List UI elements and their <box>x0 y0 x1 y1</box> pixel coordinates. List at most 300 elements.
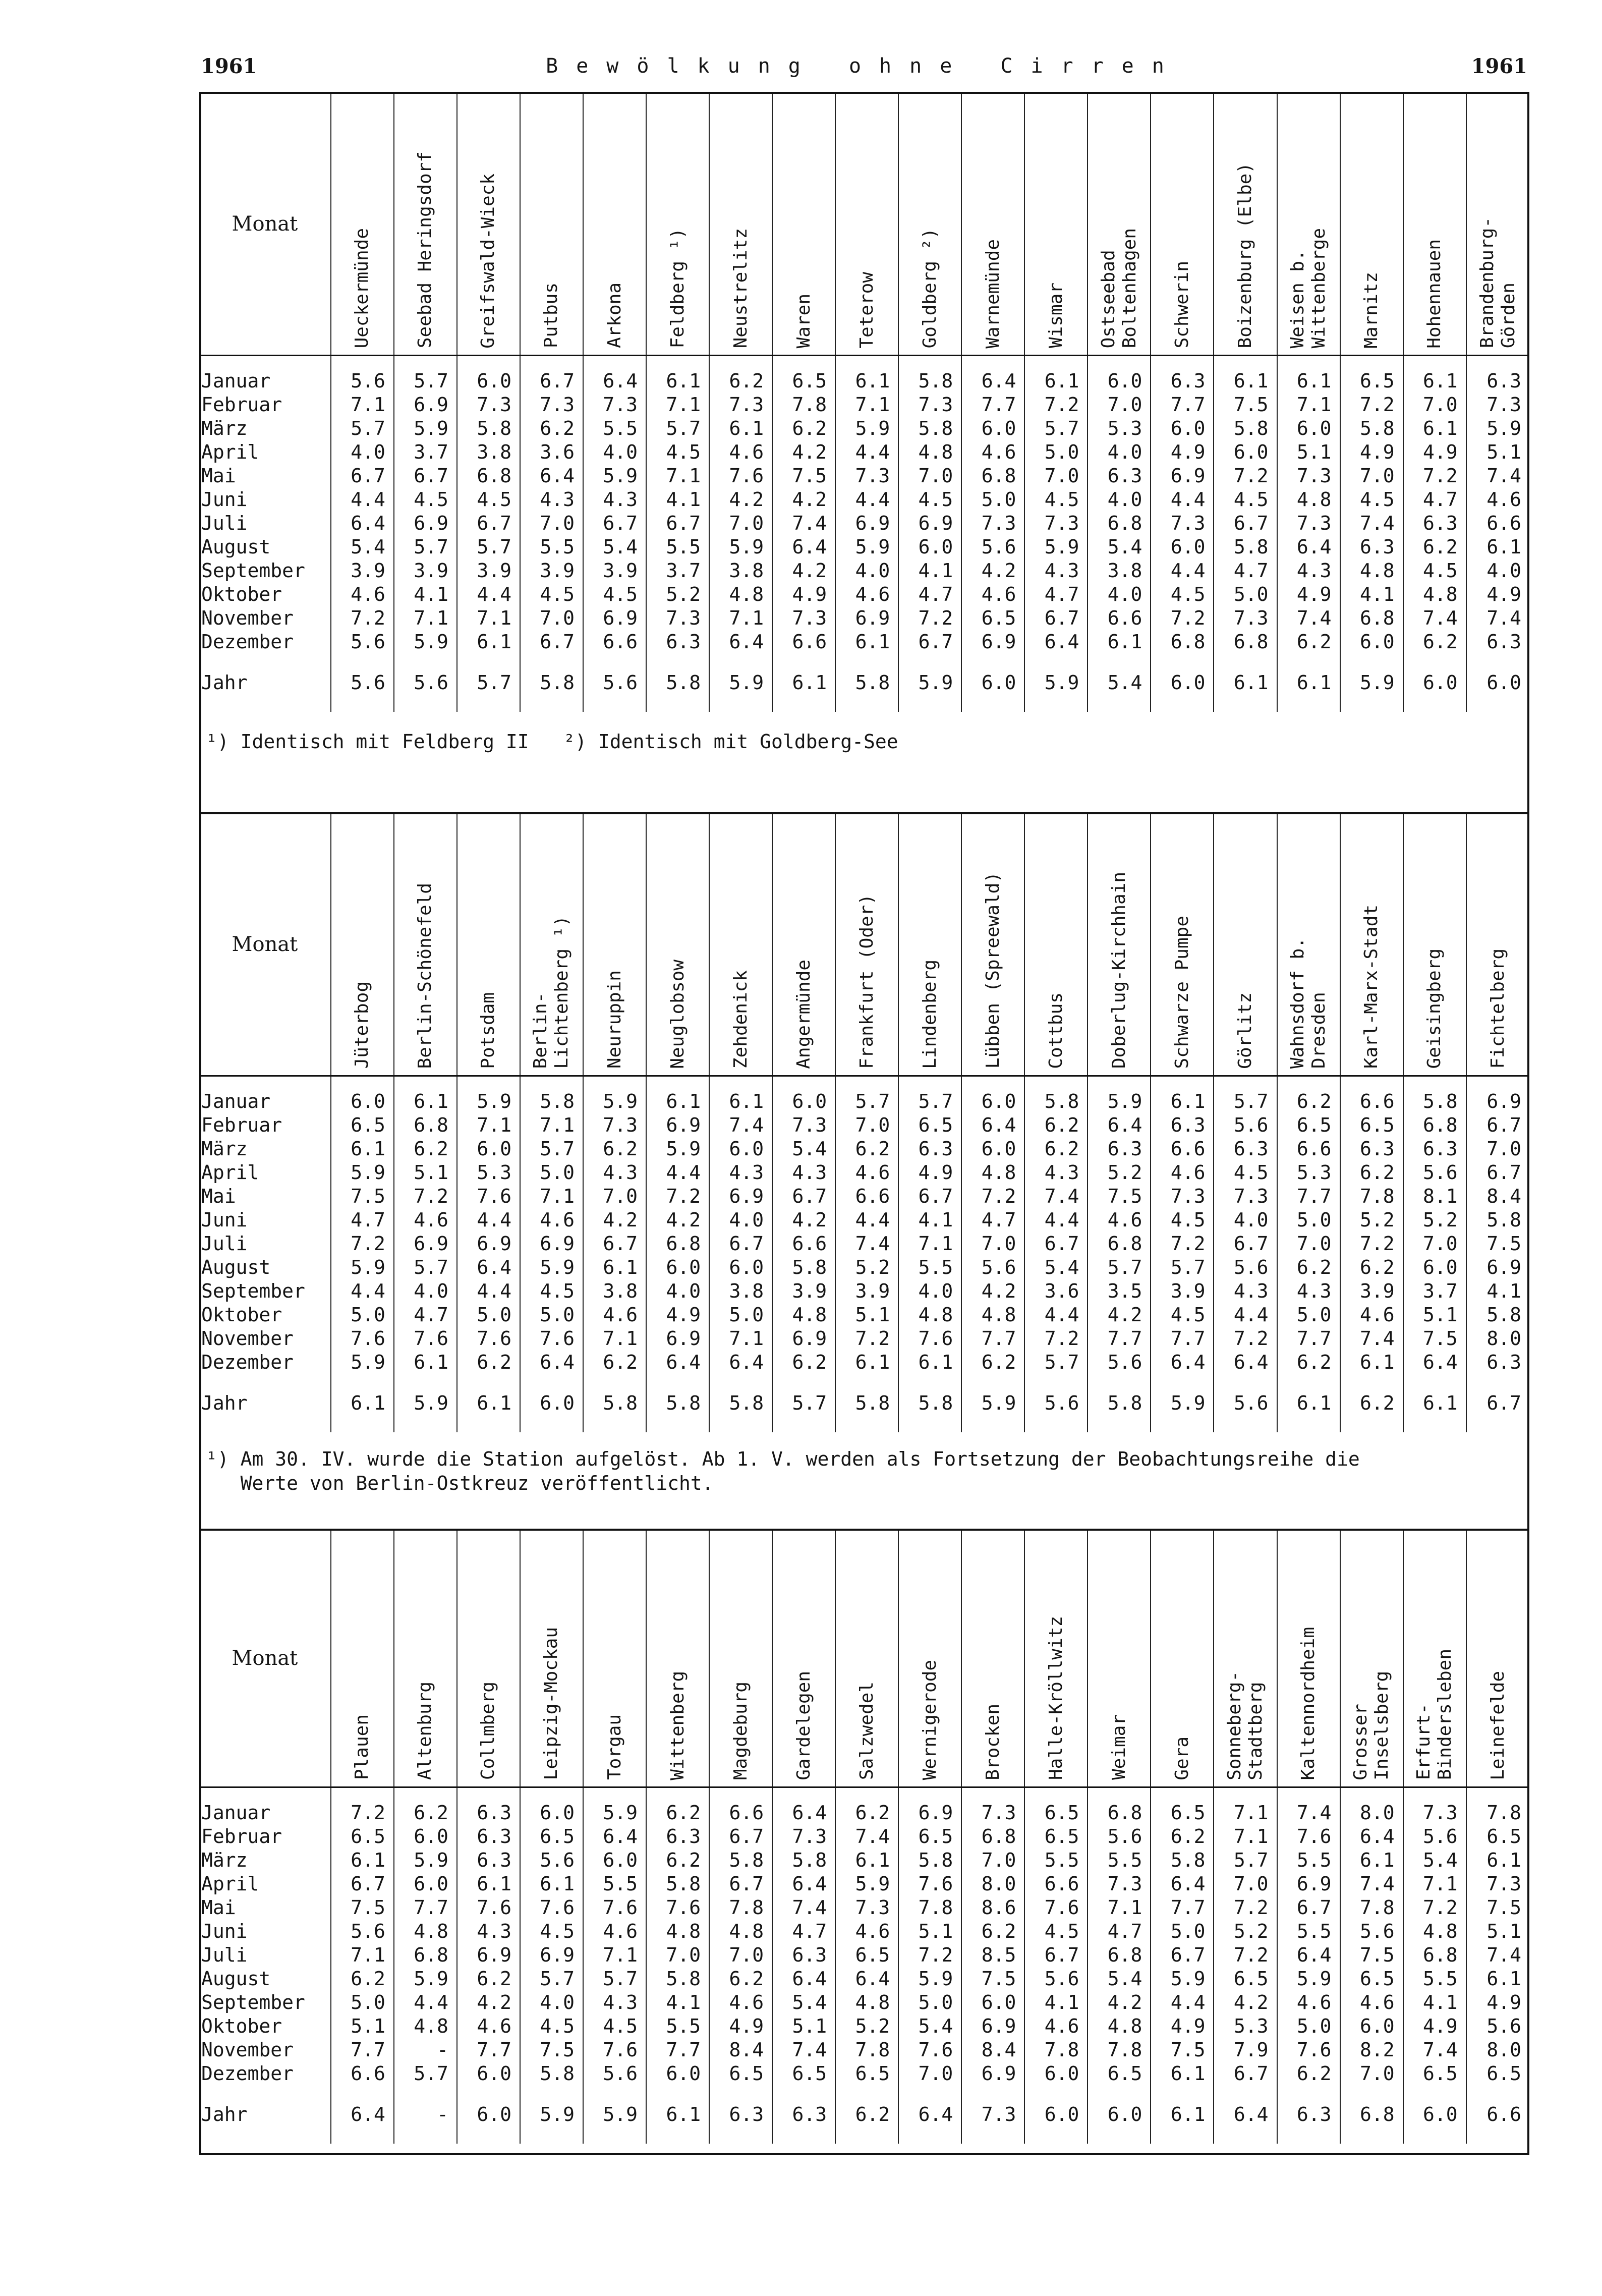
value-cell: 6.9 <box>898 1787 961 1825</box>
value-cell: 7.2 <box>1151 606 1214 630</box>
value-cell: 6.1 <box>1088 630 1151 654</box>
station-header <box>898 813 961 1076</box>
value-cell: 6.5 <box>1024 1787 1088 1825</box>
station-header <box>961 813 1024 1076</box>
value-cell: 4.7 <box>1088 1920 1151 1943</box>
value-cell: 6.5 <box>898 1825 961 1849</box>
month-label: März <box>201 1137 248 1160</box>
value-cell: 6.9 <box>835 606 898 630</box>
value-cell: 5.8 <box>646 1872 709 1896</box>
value-cell: 6.4 <box>709 630 772 654</box>
month-label: Mai <box>201 1896 236 1919</box>
value-cell: 4.0 <box>1466 559 1529 583</box>
value-cell: 7.4 <box>1403 606 1466 630</box>
value-cell: 6.4 <box>772 1872 835 1896</box>
value-cell: 5.6 <box>331 1920 394 1943</box>
value-cell: 7.1 <box>898 1232 961 1256</box>
value-cell: 5.6 <box>1403 1161 1466 1185</box>
table-row <box>199 1161 1529 1185</box>
value-cell: 6.1 <box>1403 417 1466 440</box>
value-cell: 5.9 <box>331 1256 394 1279</box>
table-row <box>199 2038 1529 2062</box>
spacer-cell <box>394 1374 457 1391</box>
value-cell: 4.6 <box>961 583 1024 606</box>
value-cell: 6.9 <box>1466 1076 1529 1113</box>
value-cell: 5.0 <box>520 1161 583 1185</box>
value-cell: 3.7 <box>1403 1279 1466 1303</box>
value-cell: 6.3 <box>1466 1351 1529 1374</box>
value-cell: 4.5 <box>1151 1303 1214 1327</box>
station-header <box>1151 1530 1214 1787</box>
spacer-cell <box>1088 654 1151 671</box>
value-cell: 7.4 <box>1466 1943 1529 1967</box>
value-cell: 5.9 <box>457 1076 520 1113</box>
value-cell: 6.8 <box>1403 1113 1466 1137</box>
value-cell: 5.0 <box>520 1303 583 1327</box>
value-cell: 4.5 <box>1024 1920 1088 1943</box>
value-cell: 5.9 <box>394 417 457 440</box>
value-cell: 4.6 <box>835 1161 898 1185</box>
annual-value-cell: 6.1 <box>1277 671 1340 712</box>
month-label: Juni <box>201 1920 248 1942</box>
value-cell: 7.1 <box>709 1327 772 1351</box>
spacer-cell <box>1214 654 1277 671</box>
value-cell: 7.8 <box>709 1896 772 1920</box>
spacer-cell <box>1403 1374 1466 1391</box>
value-cell: 4.3 <box>457 1920 520 1943</box>
station-header <box>394 1530 457 1787</box>
value-cell: 7.6 <box>520 1896 583 1920</box>
value-cell: 4.3 <box>520 488 583 512</box>
value-cell: 4.8 <box>394 1920 457 1943</box>
annual-value-cell: 6.3 <box>772 2103 835 2144</box>
value-cell: 5.8 <box>520 2062 583 2086</box>
annual-value-cell: 5.8 <box>835 1391 898 1432</box>
station-name: Hohennauen <box>1424 239 1445 349</box>
value-cell: 4.0 <box>520 1991 583 2014</box>
value-cell: 4.6 <box>1340 1991 1403 2014</box>
value-cell: 6.5 <box>1403 2062 1466 2086</box>
month-label: August <box>201 535 271 558</box>
value-cell: 4.4 <box>1024 1208 1088 1232</box>
value-cell: 4.5 <box>1340 488 1403 512</box>
value-cell: 6.2 <box>835 1137 898 1161</box>
value-cell: 6.4 <box>1214 1351 1277 1374</box>
station-header <box>520 93 583 355</box>
value-cell: 7.2 <box>646 1185 709 1208</box>
value-cell: 4.5 <box>583 583 646 606</box>
value-cell: 6.0 <box>520 1787 583 1825</box>
value-cell: 6.6 <box>331 2062 394 2086</box>
annual-value-cell: 7.3 <box>961 2103 1024 2144</box>
value-cell: 4.3 <box>1277 559 1340 583</box>
value-cell: 6.2 <box>457 1351 520 1374</box>
value-cell: 5.9 <box>646 1137 709 1161</box>
value-cell: 6.2 <box>772 417 835 440</box>
value-cell: 7.6 <box>898 2038 961 2062</box>
value-cell: 4.6 <box>709 440 772 464</box>
value-cell: 5.8 <box>646 1967 709 1991</box>
value-cell: 6.2 <box>1024 1137 1088 1161</box>
value-cell: 6.9 <box>520 1232 583 1256</box>
station-header <box>1466 813 1529 1076</box>
value-cell: 7.1 <box>394 606 457 630</box>
value-cell: 6.9 <box>394 1232 457 1256</box>
value-cell: 8.1 <box>1403 1185 1466 1208</box>
spacer-cell <box>1277 2086 1340 2103</box>
value-cell: 6.1 <box>835 1849 898 1872</box>
value-cell: 7.4 <box>1403 2038 1466 2062</box>
station-name: Weimar <box>1108 1714 1129 1780</box>
value-cell: 5.2 <box>835 1256 898 1279</box>
value-cell: 5.8 <box>520 1076 583 1113</box>
value-cell: 5.7 <box>1088 1256 1151 1279</box>
station-name: Magdeburg <box>730 1682 751 1780</box>
station-name: Weisen b. Wittenberge <box>1287 228 1330 349</box>
cloud-cover-table <box>199 1529 1529 2144</box>
value-cell: 5.6 <box>961 535 1024 559</box>
value-cell: 6.2 <box>1277 630 1340 654</box>
station-name: Feldberg ¹) <box>667 228 688 349</box>
value-cell: 4.6 <box>1088 1208 1151 1232</box>
table-row <box>199 1185 1529 1208</box>
value-cell: 7.1 <box>331 393 394 417</box>
value-cell: 4.4 <box>646 1161 709 1185</box>
station-name: Erfurt- Bindersleben <box>1413 1649 1456 1780</box>
value-cell: 5.3 <box>457 1161 520 1185</box>
value-cell: 5.7 <box>520 1967 583 1991</box>
station-name: Gera <box>1171 1736 1192 1780</box>
value-cell: 4.5 <box>1403 559 1466 583</box>
table-row <box>199 606 1529 630</box>
value-cell: 7.0 <box>1340 464 1403 488</box>
station-header <box>1214 93 1277 355</box>
annual-value-cell: 6.0 <box>1403 671 1466 712</box>
station-header <box>520 813 583 1076</box>
value-cell: 7.8 <box>1088 2038 1151 2062</box>
value-cell: 6.1 <box>1151 1076 1214 1113</box>
station-name: Lindenberg <box>919 959 940 1069</box>
station-name: Brandenburg- Görden <box>1476 217 1519 349</box>
value-cell: 7.6 <box>898 1872 961 1896</box>
value-cell: 5.1 <box>1277 440 1340 464</box>
value-cell: 7.2 <box>1214 1943 1277 1967</box>
value-cell: 3.9 <box>394 559 457 583</box>
value-cell: 5.9 <box>835 417 898 440</box>
value-cell: 5.8 <box>1151 1849 1214 1872</box>
station-header <box>394 93 457 355</box>
value-cell: 6.0 <box>1277 417 1340 440</box>
value-cell: 7.5 <box>331 1896 394 1920</box>
value-cell: 4.7 <box>898 583 961 606</box>
value-cell: 4.0 <box>835 559 898 583</box>
month-label: Februar <box>201 393 282 416</box>
value-cell: 7.3 <box>646 606 709 630</box>
value-cell: 4.6 <box>835 583 898 606</box>
value-cell: 6.6 <box>709 1787 772 1825</box>
spacer-cell <box>583 1374 646 1391</box>
station-name: Halle-Kröllwitz <box>1045 1616 1066 1780</box>
value-cell: 4.2 <box>583 1208 646 1232</box>
station-header <box>520 1530 583 1787</box>
value-cell: 7.8 <box>835 2038 898 2062</box>
value-cell: 7.4 <box>1340 1327 1403 1351</box>
annual-value-cell: 5.9 <box>1340 671 1403 712</box>
value-cell: 4.2 <box>646 1208 709 1232</box>
value-cell: 6.9 <box>394 512 457 535</box>
value-cell: 4.1 <box>1403 1991 1466 2014</box>
value-cell: 6.4 <box>1277 1943 1340 1967</box>
station-header <box>457 93 520 355</box>
value-cell: 5.6 <box>1214 1256 1277 1279</box>
value-cell: 4.5 <box>457 488 520 512</box>
station-name: Leipzig-Mockau <box>541 1627 562 1780</box>
value-cell: 6.7 <box>1214 2062 1277 2086</box>
value-cell: 7.3 <box>583 1113 646 1137</box>
value-cell: 4.8 <box>1277 488 1340 512</box>
value-cell: 7.2 <box>1151 1232 1214 1256</box>
month-label: Juni <box>201 1208 248 1231</box>
station-name: Brocken <box>982 1703 1003 1780</box>
value-cell: 4.5 <box>1024 488 1088 512</box>
value-cell: 3.7 <box>394 440 457 464</box>
station-header <box>709 813 772 1076</box>
value-cell: 4.7 <box>1403 488 1466 512</box>
value-cell: 7.7 <box>1277 1327 1340 1351</box>
value-cell: 6.7 <box>646 512 709 535</box>
value-cell: 4.6 <box>709 1991 772 2014</box>
station-header <box>331 93 394 355</box>
value-cell: 6.0 <box>457 1137 520 1161</box>
value-cell: 5.0 <box>1024 440 1088 464</box>
value-cell: 6.0 <box>709 1137 772 1161</box>
value-cell: 6.1 <box>898 1351 961 1374</box>
value-cell: 8.4 <box>961 2038 1024 2062</box>
value-cell: 6.9 <box>1466 1256 1529 1279</box>
value-cell: 5.5 <box>1024 1849 1088 1872</box>
spacer-cell <box>520 2086 583 2103</box>
value-cell: 5.9 <box>1024 535 1088 559</box>
value-cell: 4.6 <box>583 1303 646 1327</box>
annual-value-cell: 6.2 <box>835 2103 898 2144</box>
value-cell: 8.2 <box>1340 2038 1403 2062</box>
value-cell: 6.2 <box>394 1787 457 1825</box>
table-row <box>199 559 1529 583</box>
value-cell: 7.3 <box>1277 512 1340 535</box>
value-cell: 6.2 <box>583 1137 646 1161</box>
page-title: Bewölkung ohne Cirren <box>546 54 1182 78</box>
value-cell: 6.8 <box>1088 1232 1151 1256</box>
value-cell: 7.5 <box>1466 1232 1529 1256</box>
station-name: Neuglobsow <box>667 959 688 1069</box>
value-cell: 7.5 <box>1466 1896 1529 1920</box>
value-cell: 7.5 <box>1340 1943 1403 1967</box>
value-cell: 6.4 <box>1088 1113 1151 1137</box>
value-cell: 5.1 <box>772 2014 835 2038</box>
value-cell: 6.9 <box>520 1943 583 1967</box>
table-row <box>199 488 1529 512</box>
station-name: Neustrelitz <box>730 228 751 349</box>
value-cell: 5.7 <box>457 535 520 559</box>
value-cell: 5.6 <box>1088 1351 1151 1374</box>
value-cell: 6.3 <box>1151 355 1214 393</box>
value-cell: - <box>394 2038 457 2062</box>
month-label: November <box>201 606 294 629</box>
value-cell: 6.0 <box>1214 440 1277 464</box>
value-cell: 7.3 <box>1151 512 1214 535</box>
value-cell: 4.2 <box>961 1279 1024 1303</box>
station-header <box>1088 813 1151 1076</box>
value-cell: 5.7 <box>646 417 709 440</box>
table-row <box>199 1351 1529 1374</box>
value-cell: 6.3 <box>1466 355 1529 393</box>
value-cell: 6.6 <box>1340 1076 1403 1113</box>
value-cell: 7.4 <box>1466 606 1529 630</box>
value-cell: 6.7 <box>772 1185 835 1208</box>
table-row <box>199 583 1529 606</box>
value-cell: 6.8 <box>1340 606 1403 630</box>
value-cell: 6.5 <box>1214 1967 1277 1991</box>
value-cell: 5.1 <box>898 1920 961 1943</box>
value-cell: 4.4 <box>835 440 898 464</box>
spacer-cell <box>772 2086 835 2103</box>
value-cell: 3.8 <box>709 1279 772 1303</box>
value-cell: 5.5 <box>1088 1849 1151 1872</box>
value-cell: 7.5 <box>331 1185 394 1208</box>
value-cell: 4.9 <box>1277 583 1340 606</box>
value-cell: 7.5 <box>520 2038 583 2062</box>
value-cell: 5.5 <box>583 1872 646 1896</box>
value-cell: 6.4 <box>1403 1351 1466 1374</box>
value-cell: 4.1 <box>1466 1279 1529 1303</box>
value-cell: 6.5 <box>898 1113 961 1137</box>
month-label: Oktober <box>201 2014 282 2037</box>
value-cell: 3.9 <box>583 559 646 583</box>
annual-value-cell: 5.8 <box>1088 1391 1151 1432</box>
value-cell: 6.7 <box>583 1232 646 1256</box>
value-cell: 3.9 <box>520 559 583 583</box>
value-cell: 6.8 <box>1151 630 1214 654</box>
value-cell: 4.4 <box>835 1208 898 1232</box>
value-cell: 5.9 <box>520 1256 583 1279</box>
value-cell: 7.3 <box>1277 464 1340 488</box>
value-cell: 4.5 <box>1214 1161 1277 1185</box>
spacer-cell <box>961 1374 1024 1391</box>
value-cell: 7.4 <box>772 1896 835 1920</box>
value-cell: 5.6 <box>1466 2014 1529 2038</box>
value-cell: 6.0 <box>898 535 961 559</box>
value-cell: 5.5 <box>898 1256 961 1279</box>
value-cell: 6.0 <box>457 355 520 393</box>
value-cell: 6.3 <box>1088 464 1151 488</box>
station-name: Waren <box>793 294 814 349</box>
value-cell: 6.8 <box>394 1943 457 1967</box>
annual-value-cell: 5.9 <box>898 671 961 712</box>
value-cell: 6.9 <box>709 1185 772 1208</box>
spacer-cell <box>1466 2086 1529 2103</box>
value-cell: 6.1 <box>835 355 898 393</box>
annual-value-cell: 5.9 <box>394 1391 457 1432</box>
value-cell: 4.4 <box>331 1279 394 1303</box>
value-cell: 6.2 <box>709 1967 772 1991</box>
value-cell: 7.7 <box>1088 1327 1151 1351</box>
month-label: Juli <box>201 1232 248 1255</box>
month-label: Februar <box>201 1825 282 1847</box>
value-cell: 7.1 <box>520 1113 583 1137</box>
value-cell: 4.8 <box>1403 1920 1466 1943</box>
annual-value-cell: 6.4 <box>331 2103 394 2144</box>
value-cell: 5.6 <box>961 1256 1024 1279</box>
station-header <box>835 1530 898 1787</box>
value-cell: 7.7 <box>961 1327 1024 1351</box>
value-cell: 6.2 <box>646 1849 709 1872</box>
station-header <box>835 93 898 355</box>
value-cell: 6.2 <box>457 1967 520 1991</box>
annual-value-cell: 5.9 <box>961 1391 1024 1432</box>
spacer-cell <box>199 1374 331 1391</box>
value-cell: 7.3 <box>457 393 520 417</box>
value-cell: 5.6 <box>520 1849 583 1872</box>
value-cell: 5.7 <box>835 1076 898 1113</box>
spacer-cell <box>1024 2086 1088 2103</box>
station-name: Marnitz <box>1361 271 1382 349</box>
value-cell: 6.2 <box>1340 1161 1403 1185</box>
value-cell: 7.7 <box>331 2038 394 2062</box>
month-label: August <box>201 1256 271 1278</box>
station-name: Gardelegen <box>793 1670 814 1780</box>
station-header <box>1088 93 1151 355</box>
table-row <box>199 393 1529 417</box>
value-cell: 4.5 <box>1151 583 1214 606</box>
spacer-cell <box>898 2086 961 2103</box>
value-cell: 7.7 <box>961 393 1024 417</box>
value-cell: 5.9 <box>583 464 646 488</box>
value-cell: 6.7 <box>583 512 646 535</box>
value-cell: 4.5 <box>520 2014 583 2038</box>
table-row <box>199 1137 1529 1161</box>
value-cell: 7.4 <box>1466 464 1529 488</box>
value-cell: 7.1 <box>583 1327 646 1351</box>
value-cell: 6.3 <box>457 1825 520 1849</box>
annual-value-cell: 6.1 <box>331 1391 394 1432</box>
value-cell: 7.0 <box>1024 464 1088 488</box>
value-cell: 5.9 <box>331 1351 394 1374</box>
value-cell: 5.4 <box>772 1991 835 2014</box>
value-cell: 5.3 <box>1088 417 1151 440</box>
value-cell: 4.0 <box>898 1279 961 1303</box>
station-header <box>1403 813 1466 1076</box>
value-cell: 7.3 <box>1214 1185 1277 1208</box>
value-cell: 7.6 <box>583 1896 646 1920</box>
value-cell: 3.9 <box>1340 1279 1403 1303</box>
value-cell: 6.8 <box>1214 630 1277 654</box>
value-cell: 4.4 <box>457 583 520 606</box>
spacer-cell <box>1277 654 1340 671</box>
value-cell: 6.1 <box>583 1256 646 1279</box>
value-cell: 5.8 <box>1214 535 1277 559</box>
value-cell: 5.9 <box>1277 1967 1340 1991</box>
value-cell: 5.8 <box>898 355 961 393</box>
value-cell: 6.7 <box>1024 1943 1088 1967</box>
value-cell: 5.7 <box>1151 1256 1214 1279</box>
value-cell: 5.0 <box>1277 1208 1340 1232</box>
station-name: Geisingberg <box>1424 948 1445 1069</box>
annual-value-cell: 5.6 <box>1214 1391 1277 1432</box>
value-cell: 6.5 <box>772 2062 835 2086</box>
value-cell: 5.2 <box>646 583 709 606</box>
value-cell: 5.9 <box>394 1849 457 1872</box>
station-name: Ostseebad Boltenhagen <box>1098 228 1140 349</box>
